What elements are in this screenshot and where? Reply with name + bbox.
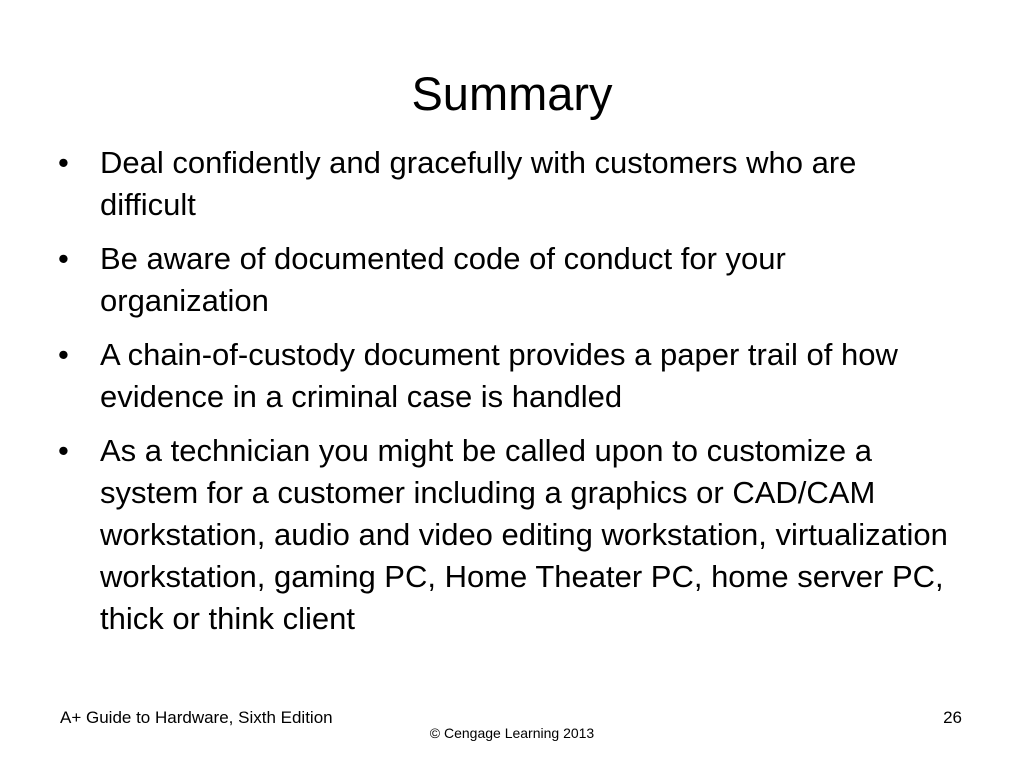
bullet-icon: • bbox=[58, 241, 69, 276]
bullet-list bbox=[58, 142, 958, 652]
bullet-icon: • bbox=[58, 145, 69, 180]
bullet-item bbox=[58, 334, 958, 418]
footer-page-number: 26 bbox=[943, 708, 962, 727]
bullet-text: Be aware of documented code of conduct for your organization bbox=[100, 241, 786, 318]
bullet-icon: • bbox=[58, 433, 69, 468]
bullet-icon: • bbox=[58, 337, 69, 372]
bullet-item bbox=[58, 142, 958, 226]
footer-book-title: A+ Guide to Hardware, Sixth Edition bbox=[60, 708, 333, 727]
bullet-item bbox=[58, 238, 958, 322]
slide-title: Summary bbox=[411, 67, 613, 120]
bullet-text: As a technician you might be called upon to customize a system for a customer including a graphics or CAD/CAM workstation, audio and video editing workstation, virtualization workstation, gaming PC, Home Theater PC, home server PC, thick or think client bbox=[100, 433, 948, 636]
bullet-text: A chain-of-custody document provides a paper trail of how evidence in a criminal case is handled bbox=[100, 337, 898, 414]
bullet-item bbox=[58, 430, 958, 640]
footer-copyright: © Cengage Learning 2013 bbox=[429, 725, 595, 741]
bullet-text: Deal confidently and gracefully with customers who are difficult bbox=[100, 145, 857, 222]
